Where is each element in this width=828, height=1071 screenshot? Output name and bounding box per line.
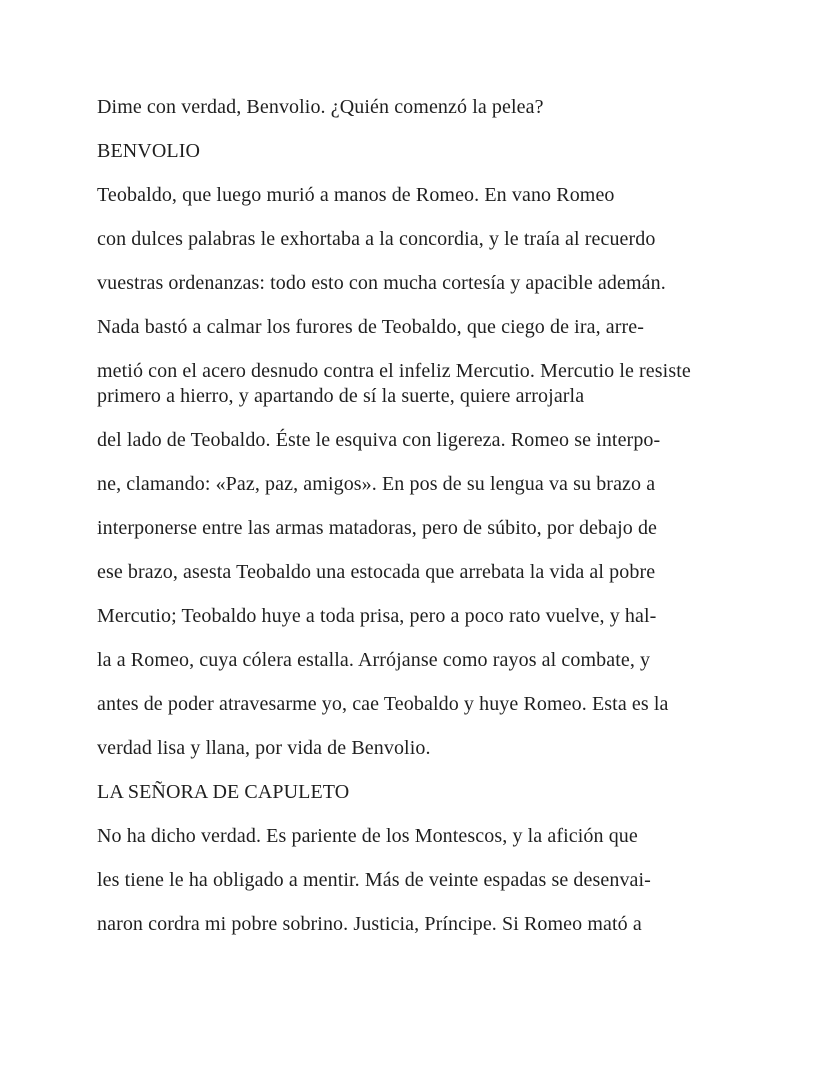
dialogue-line: metió con el acero desnudo contra el infeliz Mercutio. Mercutio le resiste xyxy=(97,360,691,382)
dialogue-line: interponerse entre las armas matadoras, pero de súbito, por debajo de xyxy=(97,517,658,539)
dialogue-line: verdad lisa y llana, por vida de Benvolio. xyxy=(97,737,431,759)
dialogue-line: naron cordra mi pobre sobrino. Justicia, Príncipe. Si Romeo mató a xyxy=(97,913,642,935)
speaker-heading: LA SEÑORA DE CAPULETO xyxy=(97,781,350,803)
dialogue-line: Mercutio; Teobaldo huye a toda prisa, pero a poco rato vuelve, y hal- xyxy=(97,605,657,627)
dialogue-line: Teobaldo, que luego murió a manos de Romeo. En vano Romeo xyxy=(97,184,615,206)
dialogue-line: primero a hierro, y apartando de sí la suerte, quiere arrojarla xyxy=(97,385,585,407)
dialogue-line: con dulces palabras le exhortaba a la concordia, y le traía al recuerdo xyxy=(97,228,656,250)
dialogue-line: vuestras ordenanzas: todo esto con mucha cortesía y apacible ademán. xyxy=(97,272,666,294)
dialogue-line: la a Romeo, cuya cólera estalla. Arrójanse como rayos al combate, y xyxy=(97,649,651,671)
dialogue-line: del lado de Teobaldo. Éste le esquiva con ligereza. Romeo se interpo- xyxy=(97,429,661,451)
speaker-heading: BENVOLIO xyxy=(97,140,201,162)
dialogue-line: les tiene le ha obligado a mentir. Más de veinte espadas se desenvai- xyxy=(97,869,651,891)
dialogue-line: Nada bastó a calmar los furores de Teobaldo, que ciego de ira, arre- xyxy=(97,316,645,338)
dialogue-line: antes de poder atravesarme yo, cae Teobaldo y huye Romeo. Esta es la xyxy=(97,693,669,715)
dialogue-line: ese brazo, asesta Teobaldo una estocada que arrebata la vida al pobre xyxy=(97,561,656,583)
dialogue-line: No ha dicho verdad. Es pariente de los Montescos, y la afición que xyxy=(97,825,638,847)
dialogue-line: Dime con verdad, Benvolio. ¿Quién comenzó la pelea? xyxy=(97,96,544,118)
dialogue-line: ne, clamando: «Paz, paz, amigos». En pos de su lengua va su brazo a xyxy=(97,473,656,495)
